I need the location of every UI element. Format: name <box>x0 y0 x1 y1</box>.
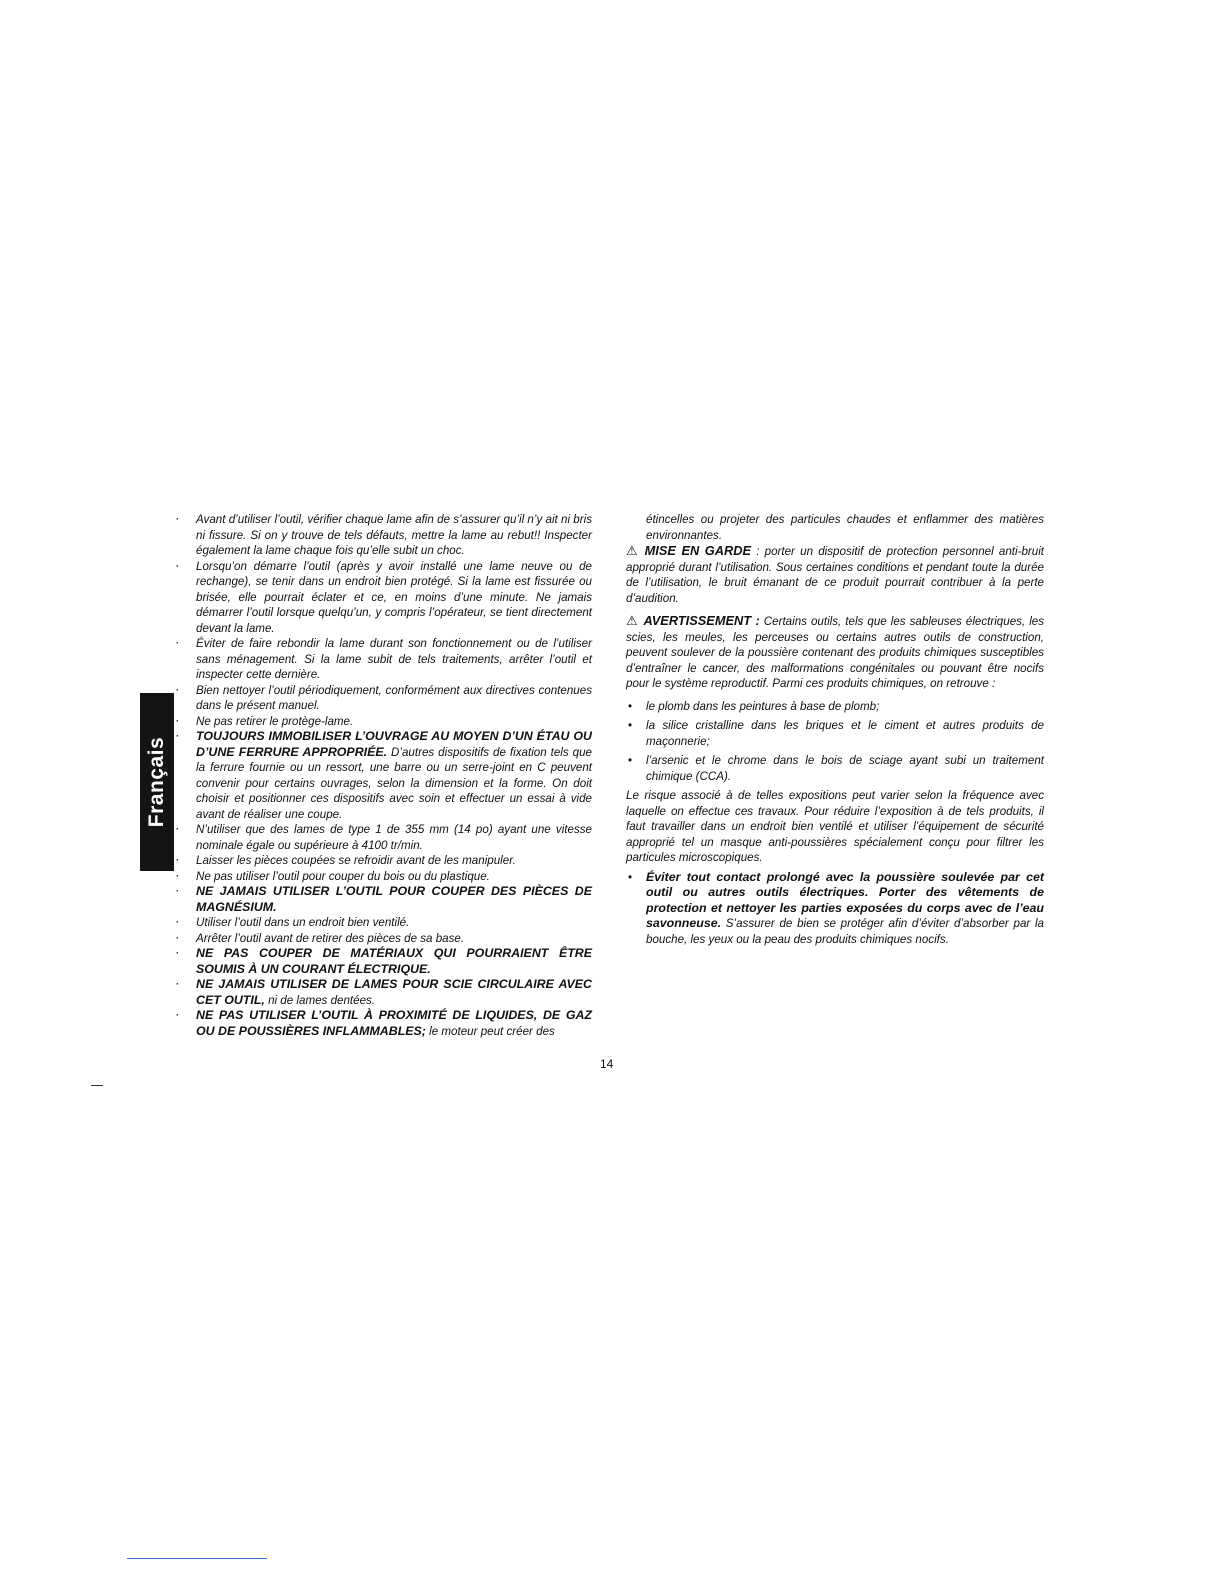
bullet-marker: · <box>176 948 179 958</box>
bullet-marker: · <box>176 886 179 896</box>
list-item <box>176 1008 592 1039</box>
list-item <box>176 915 592 931</box>
item-text: Lorsqu’on démarre l’outil (après y avoir installé une lame neuve ou de rechange), se tenir dans un endroit bien protégé. Si la lame est fissurée ou brisée, elle pourrait éclater et ce, en moins d’une minute. Ne jamais démarrer l’outil lorsque quelqu’un, y compris l’opérateur, se tient directement devant la lame. <box>196 559 592 635</box>
list-item <box>176 636 592 683</box>
item-text: Bien nettoyer l’outil périodiquement, conformément aux directives contenues dans le présent manuel. <box>196 683 592 712</box>
list-item <box>176 822 592 853</box>
bullet-marker: · <box>176 855 179 865</box>
bullet-marker: · <box>176 684 179 695</box>
item-text: Arrêter l’outil avant de retirer des pièces de sa base. <box>196 931 465 945</box>
bullet-marker: · <box>176 917 179 927</box>
list-item <box>176 931 592 947</box>
list-item <box>176 946 592 977</box>
list-item <box>176 977 592 1008</box>
avertissement-label: AVERTISSEMENT : <box>643 613 760 628</box>
item-bold-text: NE PAS COUPER DE MATÉRIAUX QUI POURRAIENT ÊTRE SOUMIS À UN COURANT ÉLECTRIQUE. <box>196 946 592 976</box>
item-text: N’utiliser que des lames de type 1 de 355 mm (14 po) ayant une vitesse nominale égale ou supérieure à 4100 tr/min. <box>196 823 592 852</box>
continuation-text: étincelles ou projeter des particules chaudes et enflammer des matières environnantes. <box>646 513 1044 542</box>
bullet-marker: · <box>176 638 179 648</box>
list-item <box>176 869 592 885</box>
bullet-marker: · <box>176 560 179 571</box>
item-text: Laisser les pièces coupées se refroidir avant de les manipuler. <box>196 854 516 867</box>
list-item <box>176 729 592 822</box>
risk-paragraph: Le risque associé à de telles expositions peut varier selon la fréquence avec laquelle on effectue ces travaux. Pour réduire l’exposition à de tels produits, il faut travailler dans un endroit bien ventilé et utiliser l’équipement de sécurité approprié tel un masque anti-poussières spécialement conçu pour filtrer les particules microscopiques. <box>626 789 1044 864</box>
list-item <box>176 683 592 714</box>
item-bold-text: TOUJOURS IMMOBILISER L’OUVRAGE AU MOYEN D’UN ÉTAU OU D’UNE FERRURE APPROPRIÉE. <box>196 729 592 759</box>
bullet-marker: · <box>176 731 179 741</box>
item-text: S’assurer de bien se protéger afin d’éviter d’absorber par la bouche, les yeux ou la peau des produits chimiques nocifs. <box>646 917 1044 946</box>
bullet-dot: • <box>628 870 633 884</box>
item-text: Éviter de faire rebondir la lame durant son fonctionnement ou de l’utiliser sans ménagement. Si la lame subit de tels traitements, arrêter l’outil et inspecter cette dernière. <box>196 637 592 681</box>
item-text: ni de lames dentées. <box>264 993 376 1007</box>
item-text: le plomb dans les peintures à base de plomb; <box>646 699 880 713</box>
list-item <box>176 512 592 559</box>
list-item <box>176 714 592 730</box>
item-bold-text: NE JAMAIS UTILISER L’OUTIL POUR COUPER DES PIÈCES DE MAGNÉSIUM. <box>196 884 592 914</box>
bullet-dot: • <box>628 754 633 767</box>
list-item <box>626 753 1044 784</box>
item-bold-text: NE JAMAIS UTILISER DE LAMES POUR SCIE CIRCULAIRE AVEC CET OUTIL, <box>196 977 592 1007</box>
list-item <box>176 884 592 915</box>
language-label: Français <box>145 736 169 828</box>
item-text: Utiliser l’outil dans un endroit bien ventilé. <box>196 916 410 929</box>
bullet-marker: · <box>176 824 179 834</box>
right-column <box>626 512 1044 951</box>
page-number: 14 <box>600 1057 614 1071</box>
spacer <box>626 606 1044 613</box>
list-item <box>626 870 1044 948</box>
item-text: Ne pas retirer le protège-lame. <box>196 714 354 728</box>
bullet-marker: · <box>176 979 179 989</box>
mise-en-garde-label: MISE EN GARDE <box>644 543 751 558</box>
bottom-rule <box>127 1558 267 1559</box>
warning-triangle-icon: ⚠ <box>626 613 639 628</box>
bullet-marker: · <box>176 932 179 943</box>
bullet-marker: · <box>176 715 179 726</box>
list-item <box>176 853 592 869</box>
list-item <box>626 699 1044 715</box>
item-text: le moteur peut créer des <box>425 1024 555 1038</box>
bullet-marker: · <box>176 514 179 524</box>
edge-mark <box>91 1085 103 1086</box>
item-text: Avant d’utiliser l’outil, vérifier chaque lame afin de s’assurer qu’il n’y ait ni bris ni fissure. Si on y trouve de tels défauts, mettre la lame au rebut!! Inspecter également la lame chaque fois qu’elle subit un choc. <box>196 513 592 557</box>
bullet-dot: • <box>628 719 633 732</box>
item-text: la silice cristalline dans les briques et le ciment et autres produits de maçonnerie; <box>646 719 1044 748</box>
item-bold-text: Éviter tout contact prolongé avec la poussière soulevée par cet outil ou autres outils électriques. Porter des vêtements de protection et nettoyer les parties exposées du corps avec de l’eau savonneuse. <box>646 869 1044 930</box>
bullet-dot: • <box>628 699 633 713</box>
spacer <box>626 692 1044 699</box>
item-text: Ne pas utiliser l’outil pour couper du bois ou du plastique. <box>196 869 490 883</box>
item-text: l’arsenic et le chrome dans le bois de sciage ayant subi un traitement chimique (CCA). <box>646 754 1044 783</box>
item-text: D’autres dispositifs de fixation tels que la ferrure fournie ou un ressort, une barre ou un serre-joint en C peuvent convenir pour certains ouvrages, selon la dimension et la forme. On doit choisir et positionner ces dispositifs avec soin et effectuer un essai à vide avant de réaliser une coupe. <box>196 745 592 821</box>
item-bold-text: NE PAS UTILISER L’OUTIL À PROXIMITÉ DE LIQUIDES, DE GAZ OU DE POUSSIÈRES INFLAMMABLES; <box>196 1008 592 1038</box>
avertissement-text: Certains outils, tels que les sableuses électriques, les scies, les meules, les perceuses ou certains autres outils de construction, peuvent soulever de la poussière contenant des produits chimiques susceptibles d’entraîner le cancer, des malformations congénitales ou pouvant être nocifs pour le système reproductif. Parmi ces produits chimiques, on retrouve : <box>626 615 1045 690</box>
language-side-tab <box>140 693 174 871</box>
bullet-marker: · <box>176 870 179 881</box>
list-item <box>176 559 592 637</box>
left-column <box>176 512 592 1039</box>
list-item <box>626 718 1044 749</box>
mise-en-garde-block <box>626 543 1044 606</box>
avertissement-block <box>626 613 1044 692</box>
bullet-marker: · <box>176 1010 179 1020</box>
warning-triangle-icon: ⚠ <box>626 543 640 558</box>
mise-en-garde-text: : porter un dispositif de protection personnel anti-bruit approprié durant l’utilisation. Sous certaines conditions et pendant toute la durée de l’utilisation, le bruit émanant de ce produit pourrait contribuer à la perte d’audition. <box>626 545 1044 605</box>
